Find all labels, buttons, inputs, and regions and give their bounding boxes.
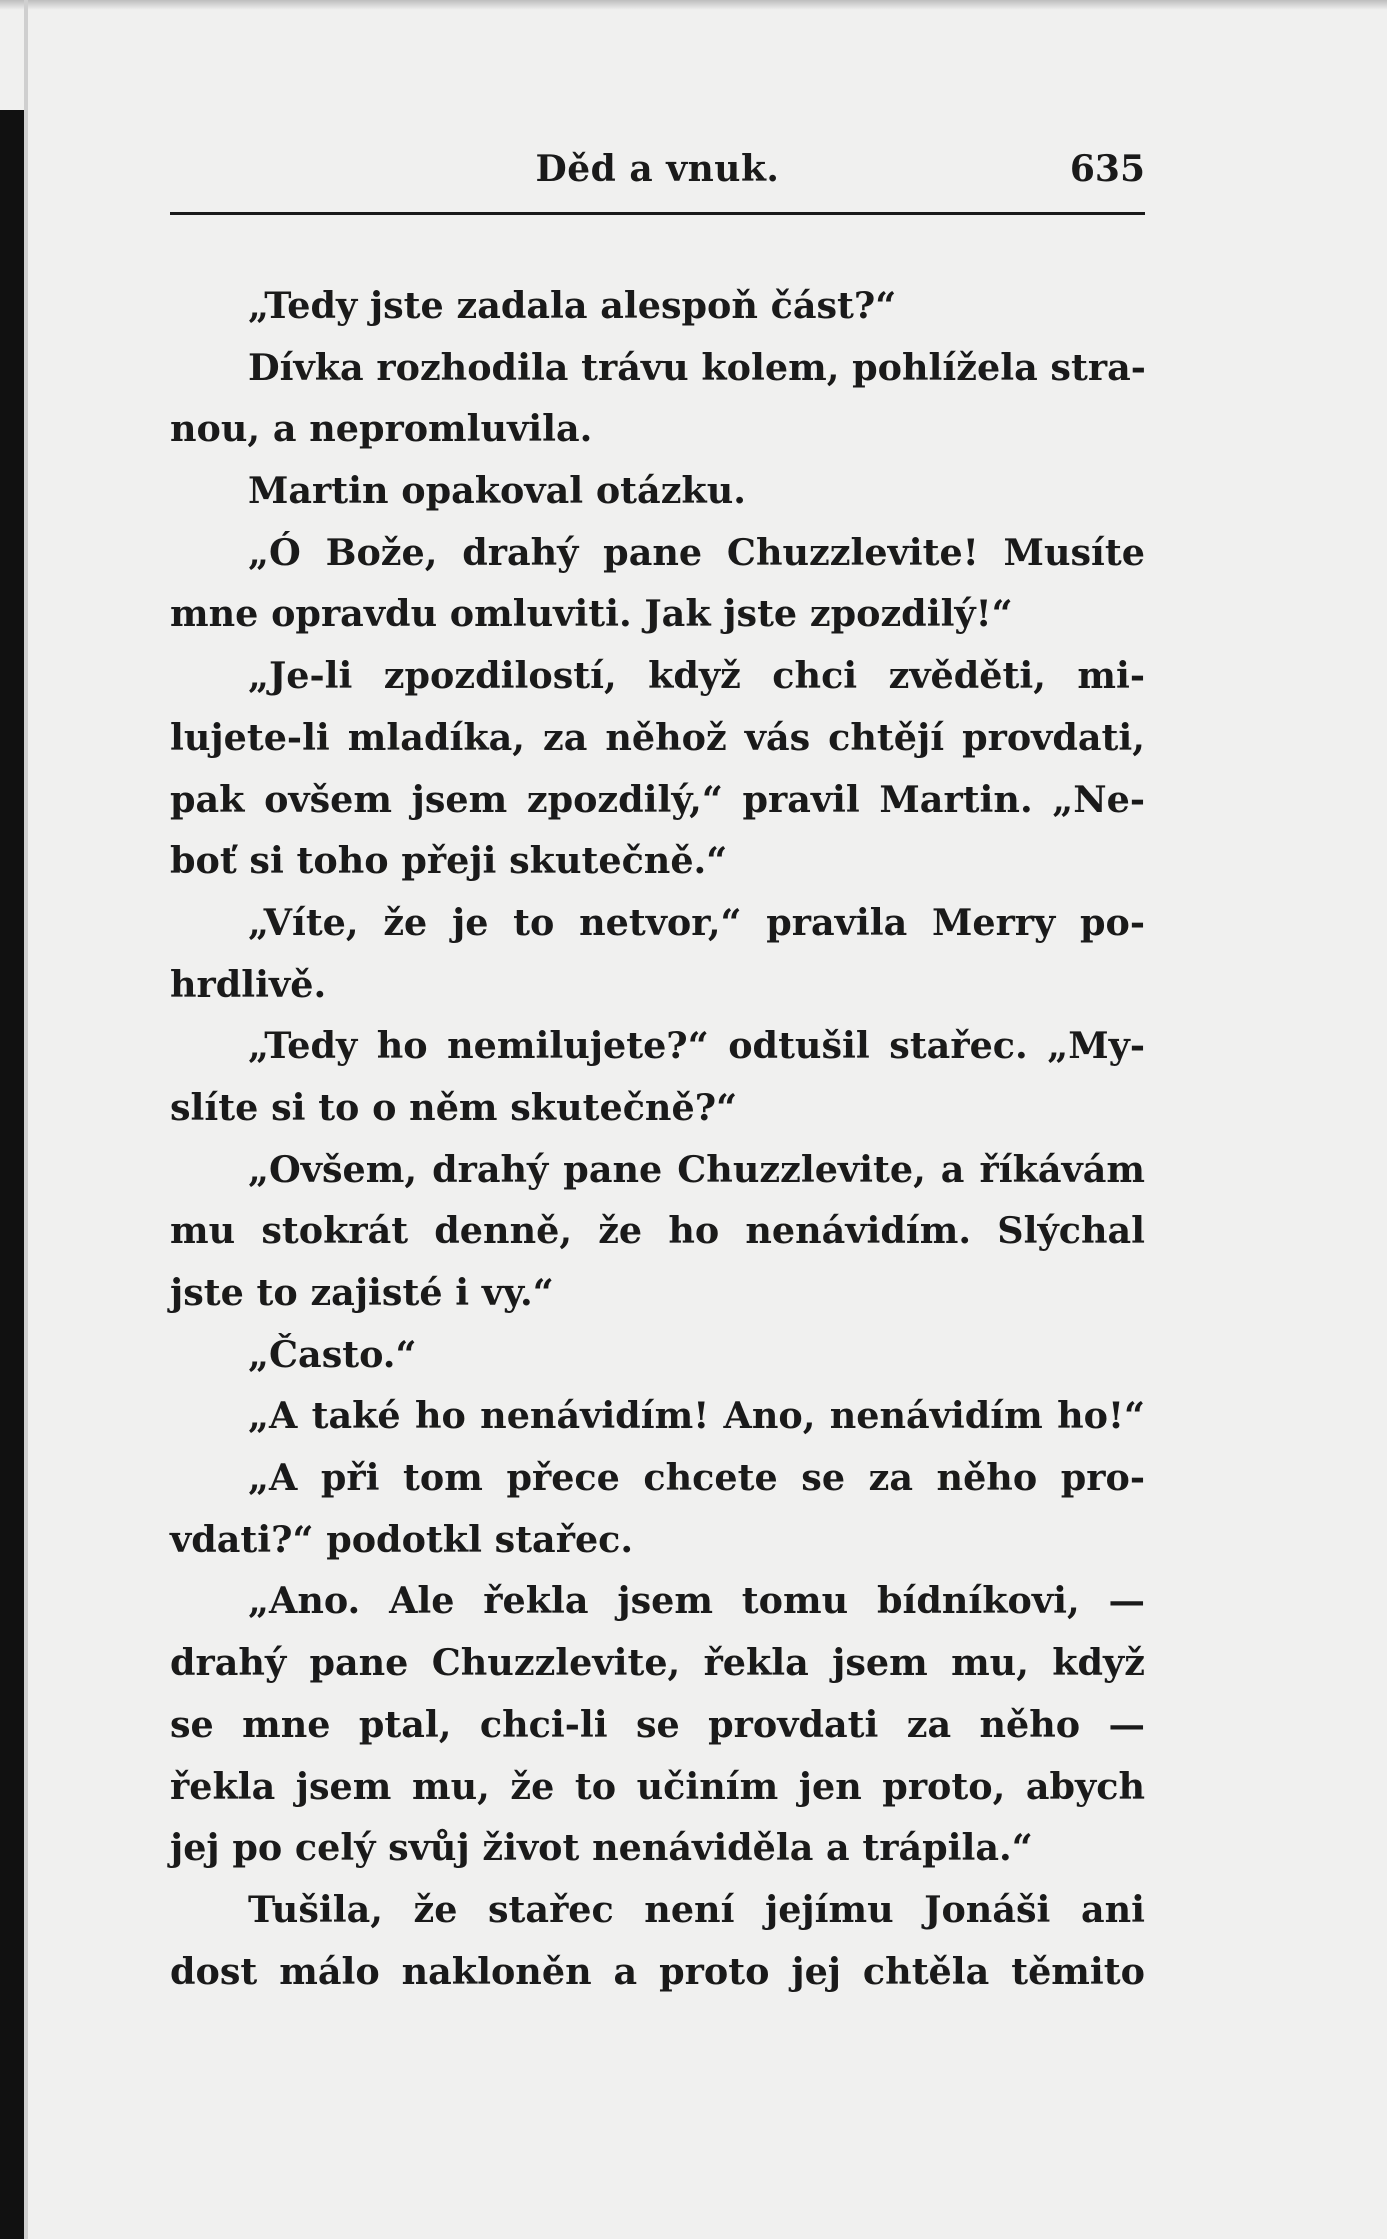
text-line: „Často.“ [248,1332,417,1376]
text-line: mne opravdu omluviti. Jak jste zpozdilý!“ [170,592,1013,636]
text-line: „Ano. Ale řekla jsem tomu bídníkovi, — [248,1579,1145,1623]
text-line: lujete-li mladíka, za něhož vás chtějí provdati, [170,715,1145,759]
text-line: „Je-li zpozdilostí, když chci zvěděti, mi- [248,654,1145,698]
text-line: „A při tom přece chcete se za něho pro- [248,1456,1145,1500]
text-line: „Ovšem, drahý pane Chuzzlevite, a říkávám [248,1147,1145,1191]
text-line: dost málo nakloněn a proto jej chtěla těmito [170,1949,1145,1993]
page-top-edge [0,0,1387,10]
text-line: Tušila, že stařec není jejímu Jonáši ani [248,1887,1145,1931]
text-line: jej po celý svůj život nenáviděla a trápila.“ [170,1826,1033,1870]
text-line: vdati?“ podotkl stařec. [170,1517,634,1561]
binding-gutter [24,0,28,2239]
book-binding-edge [0,110,24,2239]
text-line: nou, a nepromluvila. [170,407,593,451]
text-line: boť si toho přeji skutečně.“ [170,839,728,883]
text-line: slíte si to o něm skutečně?“ [170,1085,738,1129]
text-line: „Víte, že je to netvor,“ pravila Merry po- [248,900,1145,944]
text-line: drahý pane Chuzzlevite, řekla jsem mu, když [170,1641,1145,1685]
text-line: Martin opakoval otázku. [248,469,746,513]
running-head [170,148,1145,198]
text-line: Dívka rozhodila trávu kolem, pohlížela stra- [248,345,1146,389]
page-number: 635 [1069,148,1145,190]
running-head-title: Děd a vnuk. [535,148,780,190]
text-line: „Tedy jste zadala alespoň část?“ [248,284,897,327]
text-line: pak ovšem jsem zpozdilý,“ pravil Martin. „Ne- [170,777,1145,821]
body-text [170,275,1145,2002]
text-line: „A také ho nenávidím! Ano, nenávidím ho!“ [248,1394,1145,1438]
header-rule [170,212,1145,215]
text-line: „Ó Bože, drahý pane Chuzzlevite! Musíte [248,530,1145,574]
text-line: se mne ptal, chci-li se provdati za něho — [170,1702,1145,1746]
text-line: řekla jsem mu, že to učiním jen proto, abych [170,1764,1145,1808]
text-line: mu stokrát denně, že ho nenávidím. Slýchal [170,1209,1145,1253]
text-line: „Tedy ho nemilujete?“ odtušil stařec. „My- [248,1024,1145,1068]
text-line: hrdlivě. [170,962,327,1006]
text-line: jste to zajisté i vy.“ [170,1271,554,1314]
